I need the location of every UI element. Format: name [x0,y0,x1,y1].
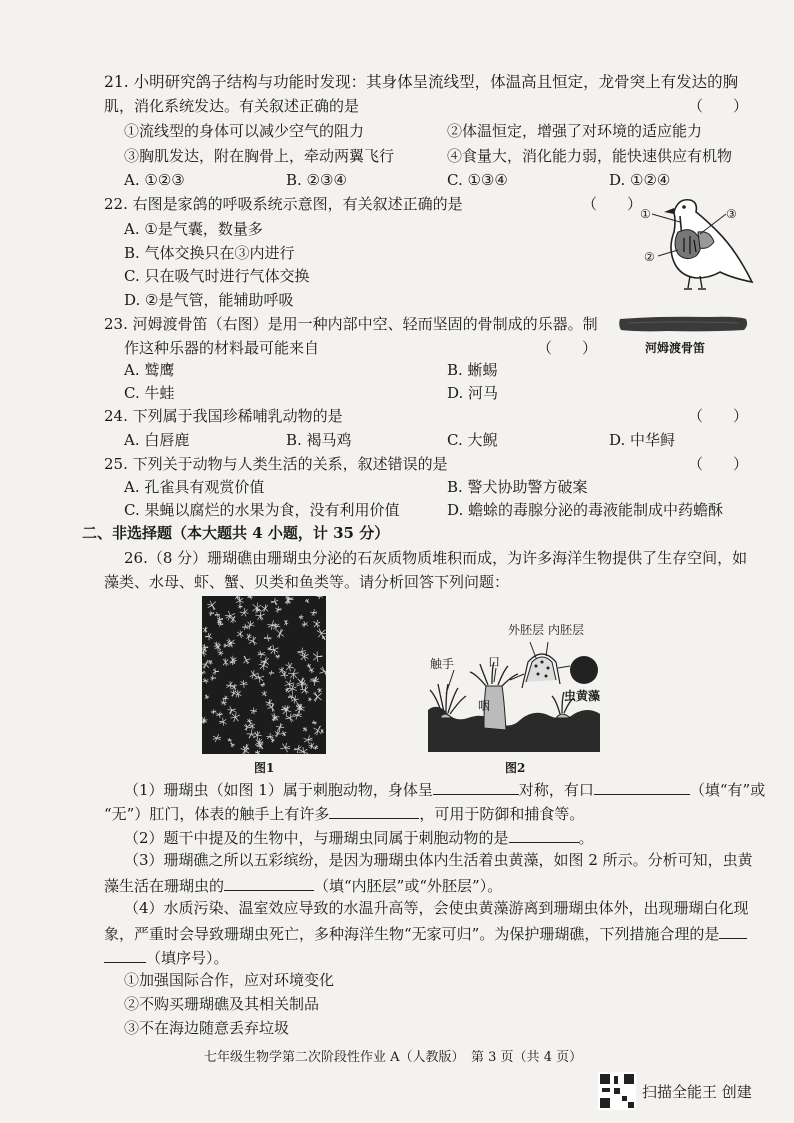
q26-part1-text-d: “无”）肛门，体表的触手上有许多 [104,805,330,823]
q26-part1-text-e: ，可用于防御和捕食等。 [419,805,585,823]
q24-answer-bracket: （ ） [688,407,749,425]
q21-option-b: B. ②③④ [286,171,347,189]
q26-part1-text-c: （填“有”或 [689,781,766,799]
figure1-caption: 图1 [254,761,275,775]
q23-stem-line2: 作这种乐器的材料最可能来自 [124,339,320,357]
q23-option-c: C. 牛蛙 [124,384,175,402]
q23-option-a: A. 鹫鹰 [124,361,175,379]
q26-part1-line1 [124,778,765,800]
label-endoderm: 内胚层 [548,623,585,637]
q23-option-b: B. 蜥蜴 [447,361,498,379]
q25-option-c: C. 果蝇以腐烂的水果为食，没有利用价值 [124,501,400,519]
q21-stem-line2: 肌，消化系统发达。有关叙述正确的是 [104,97,360,115]
scanner-watermark: 扫描全能王 创建 [642,1083,752,1101]
q25-option-b: B. 警犬协助警方破案 [447,478,588,496]
q21-option-d: D. ①②④ [609,171,671,189]
page-footer: 七年级生物学第二次阶段性作业 A（人教版） 第 3 页（共 4 页） [204,1050,583,1065]
q21-option-a: A. ①②③ [124,171,185,189]
q22-option-c: C. 只在吸气时进行气体交换 [124,267,310,285]
q25-answer-bracket: （ ） [688,455,749,473]
label-mouth: 口 [488,655,501,669]
q26-part4-text-b: 象，严重时会导致珊瑚虫死亡，多种海洋生物“无家可归”。为保护珊瑚礁，下列措施合理的是 [104,925,720,943]
label-pharynx: 咽 [478,699,491,713]
q21-statement-3: ③胸肌发达，附在胸骨上，牵动两翼飞行 [124,147,395,165]
q22-option-d: D. ②是气管，能辅助呼吸 [124,291,294,309]
coral-photo [202,596,326,754]
q22-option-b: B. 气体交换只在③内进行 [124,244,295,262]
q25-option-d: D. 蟾蜍的毒腺分泌的毒液能制成中药蟾酥 [447,501,724,519]
q26-blank-measures-end[interactable] [104,946,146,963]
q24-option-a: A. 白唇鹿 [124,431,190,449]
q24-option-b: B. 褐马鸡 [286,431,352,449]
section-heading-nonchoice: 二、非选择题（本大题共 4 小题，计 35 分） [82,524,390,542]
q25-stem: 25. 下列关于动物与人类生活的关系，叙述错误的是 [104,455,448,473]
label-tentacle: 触手 [430,657,455,671]
q26-part3-line1: （3）珊瑚礁之所以五彩缤纷，是因为珊瑚虫体内生活着虫黄藻，如图 2 所示。分析可知，虫黄 [124,851,753,869]
q23-option-d: D. 河马 [447,384,499,402]
q23-answer-bracket: （ ） [537,339,598,357]
q26-intro-line2: 藻类、水母、虾、蟹、贝类和鱼类等。请分析回答下列问题： [104,573,510,591]
qr-code-icon [598,1072,636,1110]
q26-intro-line1: 26.（8 分）珊瑚礁由珊瑚虫分泌的石灰质物质堆积而成，为许多海洋生物提供了生存空间，如 [124,549,748,567]
q24-stem: 24. 下列属于我国珍稀哺乳动物的是 [104,407,343,425]
q22-answer-bracket: （ ） [582,195,643,213]
q26-measure-3: ③不在海边随意丢弃垃圾 [124,1019,290,1037]
q22-option-a: A. ①是气囊，数量多 [124,220,263,238]
q26-part3-text-b: 藻生活在珊瑚虫的 [104,877,225,895]
q26-blank-cells[interactable] [329,802,419,819]
label-zooxanthellae: 虫黄藻 [564,689,601,703]
q26-part2-text-a: （2）题干中提及的生物中，与珊瑚虫同属于刺胞动物的是 [124,829,509,847]
q21-statement-1: ①流线型的身体可以减少空气的阻力 [124,122,365,140]
diagram-label-3: ③ [726,207,737,221]
q21-statement-2: ②体温恒定，增强了对环境的适应能力 [447,122,703,140]
q26-part3-text-c: （填“内胚层”或“外胚层”）。 [314,877,503,895]
q26-part3-line2 [104,874,502,896]
q21-statement-4: ④食量大，消化能力弱，能快速供应有机物 [447,147,733,165]
q26-blank-measures-start[interactable] [719,922,747,939]
q26-part1-text-b: 对称，有口 [518,781,594,799]
q26-part4-line1: （4）水质污染、温室效应导致的水温升高等，会使虫黄藻游离到珊瑚虫体外，出现珊瑚白化现 [124,899,749,917]
q26-measure-2: ②不购买珊瑚礁及其相关制品 [124,995,320,1013]
q21-answer-bracket: （ ） [688,97,749,115]
q26-blank-layer[interactable] [224,874,314,891]
q26-blank-symmetry[interactable] [433,778,519,795]
q24-option-c: C. 大鲵 [447,431,498,449]
q25-option-a: A. 孔雀具有观赏价值 [124,478,265,496]
q23-stem-line1: 23. 河姆渡骨笛（右图）是用一种内部中空、轻而坚固的骨制成的乐器。制 [104,315,598,333]
q22-stem: 22. 右图是家鸽的呼吸系统示意图，有关叙述正确的是 [104,195,463,213]
q26-blank-cnidarian[interactable] [509,826,579,843]
q26-part4-line3 [104,946,229,968]
label-ectoderm: 外胚层 [508,623,545,637]
pigeon-respiratory-diagram [640,192,758,292]
q21-option-c: C. ①③④ [447,171,508,189]
bone-flute-caption: 河姆渡骨笛 [645,341,706,355]
q26-part2 [124,826,594,848]
q26-part4-line2 [104,922,747,944]
q26-part2-text-b: 。 [578,829,594,847]
figure2-caption: 图2 [505,761,526,775]
q21-stem-line1: 21. 小明研究鸽子结构与功能时发现：其身体呈流线型，体温高且恒定，龙骨突上有发达的胸 [104,73,739,91]
q26-measure-1: ①加强国际合作，应对环境变化 [124,971,335,989]
q26-part1-text-a: （1）珊瑚虫（如图 1）属于刺胞动物，身体呈 [124,781,433,799]
diagram-label-2: ② [644,250,655,264]
q26-blank-anus[interactable] [594,778,690,795]
bone-flute-image [618,313,750,335]
q24-option-d: D. 中华鲟 [609,431,676,449]
q26-part4-text-c: （填序号）。 [146,949,229,967]
q26-part1-line2 [104,802,584,824]
coral-polyp-diagram [424,618,604,754]
diagram-label-1: ① [640,207,651,221]
